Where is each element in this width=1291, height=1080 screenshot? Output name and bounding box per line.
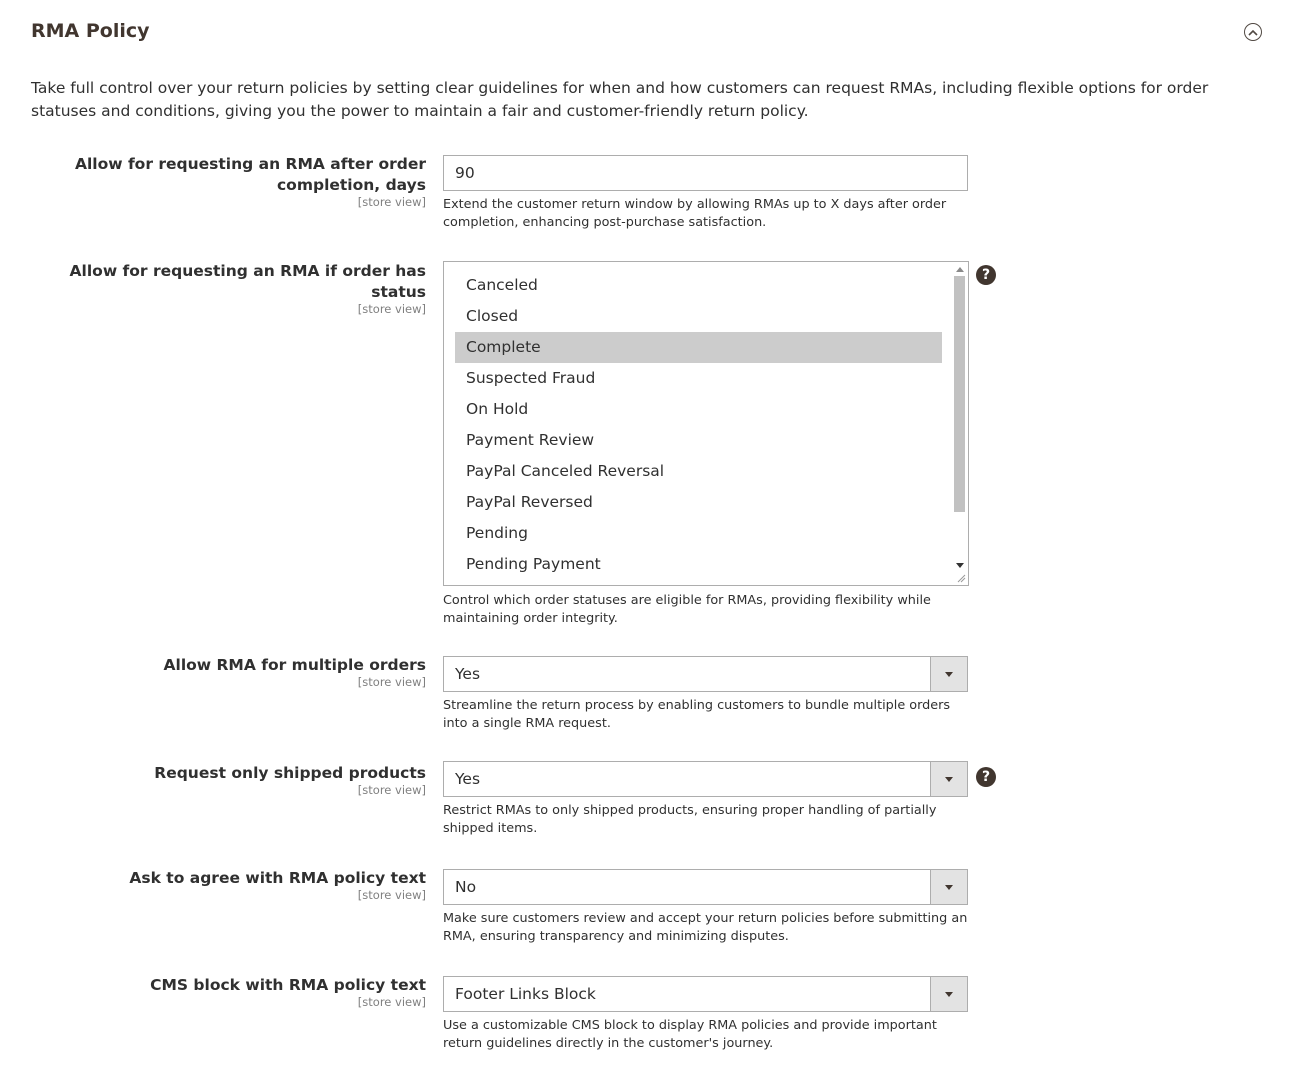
field-label-block [26,261,426,316]
field-label: Allow RMA for multiple orders [163,656,426,674]
field-label-block [26,655,426,689]
shipped-only-select[interactable] [443,761,968,797]
days-input[interactable] [443,155,968,191]
option-paypal-reversed[interactable]: PayPal Reversed [466,493,593,511]
scope-label: [store view] [357,302,426,316]
field-label: Allow for requesting an RMA after order completion, days [74,155,426,194]
scroll-up-arrow-icon[interactable] [956,267,964,272]
option-pending[interactable]: Pending [466,524,528,542]
scrollbar[interactable] [954,264,966,571]
multiple-orders-select[interactable] [443,656,968,692]
agree-policy-select[interactable] [443,869,968,905]
scope-label: [store view] [357,195,426,209]
select-value: Yes [455,770,481,788]
cms-block-select[interactable] [443,976,968,1012]
field-note: Extend the customer return window by allowing RMAs up to X days after order completion, enhancing post-purchase satisfaction. [443,197,947,230]
scope-label: [store view] [357,783,426,797]
field-label: Request only shipped products [154,764,426,782]
option-payment-review[interactable]: Payment Review [466,431,595,449]
select-arrow[interactable] [930,870,967,904]
option-canceled[interactable]: Canceled [466,276,538,294]
field-control [443,155,968,232]
help-icon[interactable]: ? [976,767,996,787]
option-closed[interactable]: Closed [466,307,519,325]
section-description: Take full control over your return policies by setting clear guidelines for when and how customers can request RMAs, including flexible options for order statuses and conditions, giving you the power to maintain a fair and customer-friendly return policy. [31,79,1209,120]
chevron-down-icon [945,885,953,890]
field-label-block [26,154,426,209]
option-on-hold[interactable]: On Hold [466,400,529,418]
field-note: Use a customizable CMS block to display RMA policies and provide important return guidelines directly in the customer's journey. [443,1018,937,1051]
scope-label: [store view] [357,888,426,902]
select-value: No [455,878,477,896]
field-label: CMS block with RMA policy text [150,976,426,994]
select-value: Footer Links Block [455,985,596,1003]
chevron-up-icon [1248,29,1258,36]
field-note: Control which order statuses are eligible for RMAs, providing flexibility while maintaining order integrity. [443,593,931,626]
option-paypal-canceled-reversal[interactable]: PayPal Canceled Reversal [466,462,665,480]
section-title: RMA Policy [31,20,150,42]
select-arrow[interactable] [930,762,967,796]
scope-label: [store view] [357,675,426,689]
chevron-down-icon [945,777,953,782]
select-arrow[interactable] [930,657,967,691]
field-note: Make sure customers review and accept your return policies before submitting an RMA, ensuring transparency and minimizing disputes. [443,911,968,944]
option-pending-payment[interactable]: Pending Payment [466,555,601,573]
order-status-multiselect[interactable] [443,261,969,586]
select-arrow[interactable] [930,977,967,1011]
scroll-down-arrow-icon[interactable] [956,563,964,568]
chevron-down-icon [945,992,953,997]
field-label-block [26,868,426,902]
option-suspected-fraud[interactable]: Suspected Fraud [466,369,596,387]
field-control [443,761,968,838]
select-value: Yes [455,665,481,683]
field-label-block [26,975,426,1009]
scrollbar-thumb[interactable] [954,276,965,512]
resize-handle-icon[interactable] [956,573,966,583]
collapse-toggle-button[interactable] [1244,23,1262,41]
field-label-block [26,763,426,797]
scope-label: [store view] [357,995,426,1009]
field-note: Streamline the return process by enabling customers to bundle multiple orders into a single RMA request. [443,698,951,731]
field-control [443,976,968,1053]
chevron-down-icon [945,672,953,677]
field-control [443,656,968,733]
option-list [455,270,942,580]
field-control [443,869,968,946]
field-note: Restrict RMAs to only shipped products, ensuring proper handling of partially shipped items. [443,803,937,836]
help-icon[interactable]: ? [976,265,996,285]
option-complete[interactable]: Complete [455,332,942,363]
field-control [443,261,968,628]
field-label: Allow for requesting an RMA if order has status [69,262,426,301]
field-label: Ask to agree with RMA policy text [129,869,426,887]
section-header[interactable] [31,18,1265,48]
